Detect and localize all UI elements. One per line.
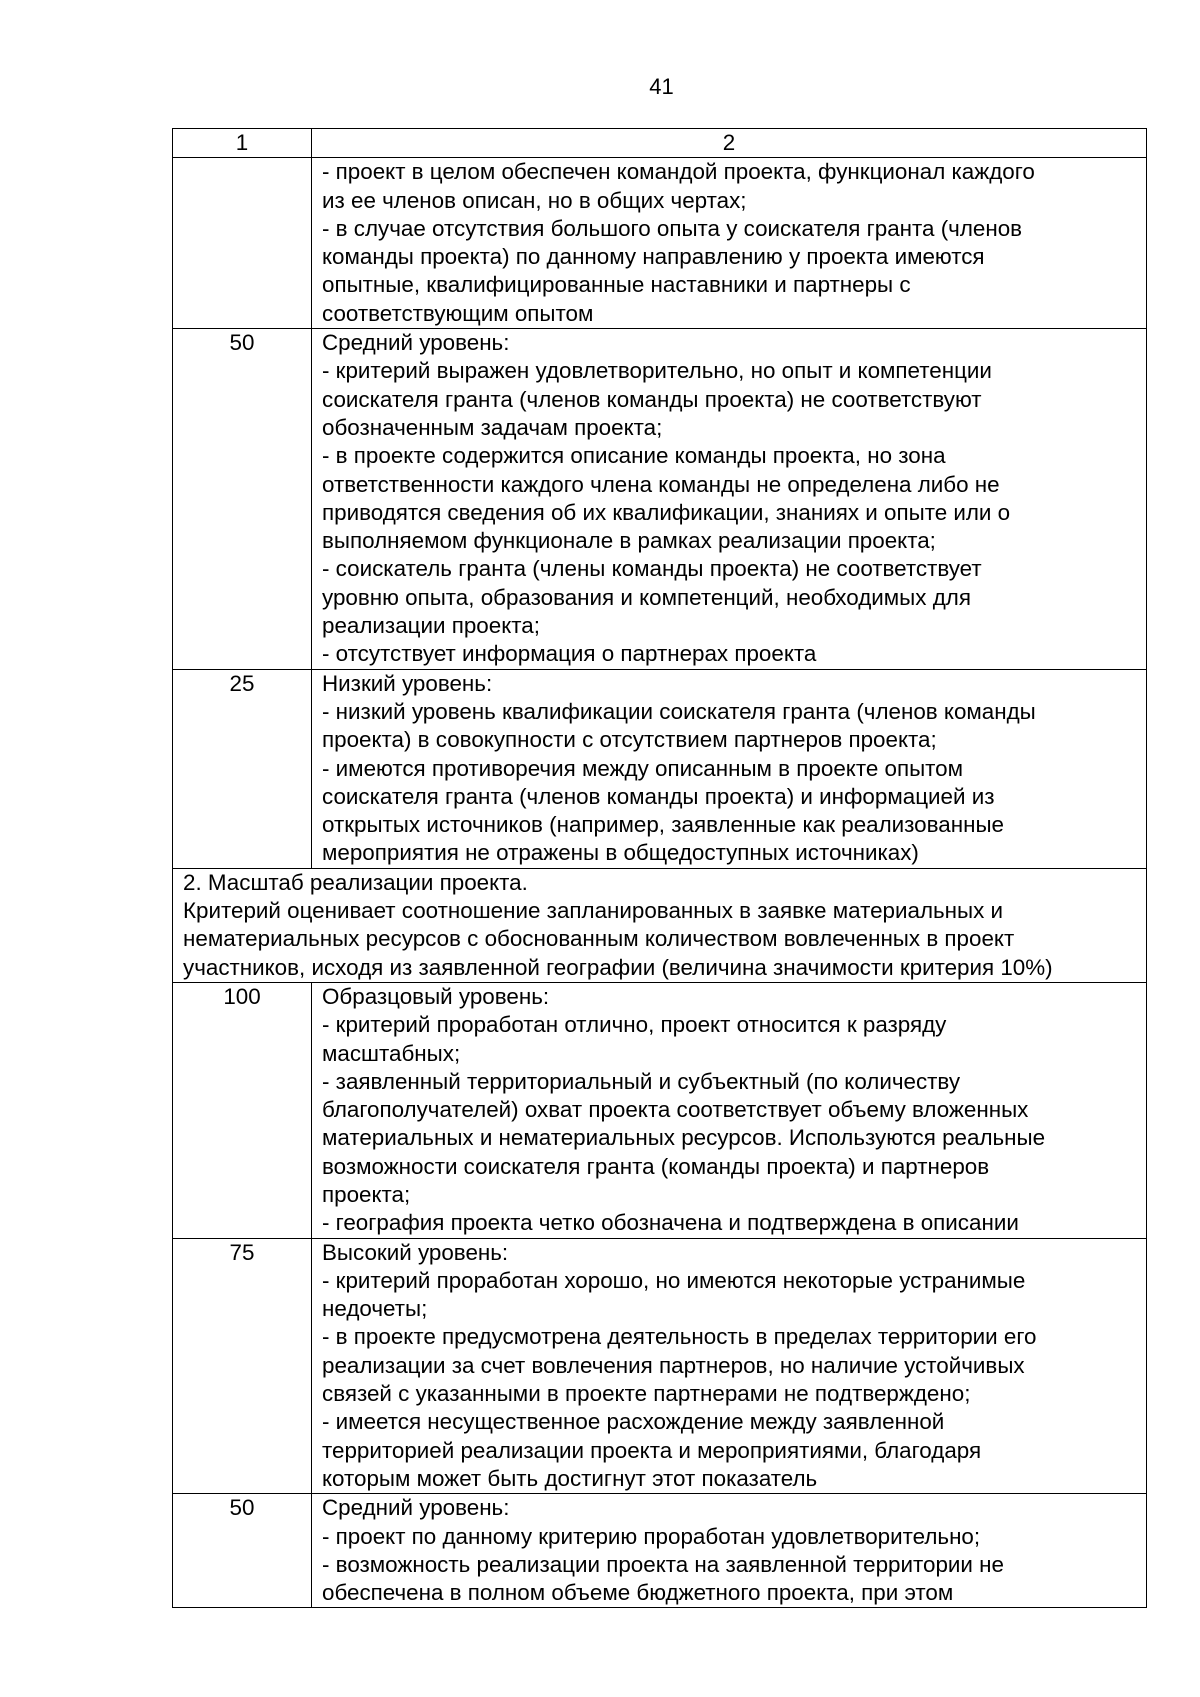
description-line: соискателя гранта (членов команды проекта) не соответствуют (322, 386, 982, 412)
description-line: Средний уровень: (322, 330, 510, 356)
table-row (173, 1494, 1147, 1608)
description-line: возможности соискателя гранта (команды проекта) и партнеров (322, 1153, 990, 1179)
header-col-2: 2 (312, 129, 1147, 158)
description-line: Низкий уровень: (322, 670, 493, 696)
description-line: - география проекта четко обозначена и подтверждена в описании (322, 1210, 1019, 1236)
description-line: - в случае отсутствия большого опыта у соискателя гранта (членов (322, 215, 1023, 241)
table-header-row (173, 129, 1147, 158)
description-line: опытные, квалифицированные наставники и партнеры с (322, 272, 911, 298)
description-line: - критерий выражен удовлетворительно, но опыт и компетенции (322, 358, 992, 384)
table-row (173, 1238, 1147, 1494)
description-line: открытых источников (например, заявленные как реализованные (322, 812, 1005, 838)
score-cell: 75 (173, 1238, 312, 1494)
description-line: - соискатель гранта (члены команды проекта) не соответствует (322, 556, 982, 582)
description-line: - критерий проработан хорошо, но имеются некоторые устранимые (322, 1267, 1026, 1293)
description-line: материальных и нематериальных ресурсов. Используются реальные (322, 1125, 1046, 1151)
description-line: Высокий уровень: (322, 1239, 509, 1265)
table-row (173, 669, 1147, 868)
description-line: - имеется несущественное расхождение между заявленной (322, 1409, 945, 1435)
description-line: приводятся сведения об их квалификации, знаниях и опыте или о (322, 499, 1011, 525)
description-line: - заявленный территориальный и субъектный (по количеству (322, 1068, 961, 1094)
description-line: соискателя гранта (членов команды проекта) и информацией из (322, 783, 995, 809)
description-line: реализации за счет вовлечения партнеров, но наличие устойчивых (322, 1352, 1025, 1378)
description-line: команды проекта) по данному направлению у проекта имеются (322, 244, 985, 270)
description-line: - критерий проработан отлично, проект относится к разряду (322, 1012, 947, 1038)
description-line: проекта) в совокупности с отсутствием партнеров проекта; (322, 727, 937, 753)
score-cell: 50 (173, 329, 312, 670)
description-line: - проект по данному критерию проработан удовлетворительно; (322, 1523, 981, 1549)
description-line: недочеты; (322, 1296, 428, 1322)
description-line: которым может быть достигнут этот показатель (322, 1465, 818, 1491)
description-line: благополучателей) охват проекта соответствует объему вложенных (322, 1097, 1029, 1123)
description-line: - в проекте предусмотрена деятельность в пределах территории его (322, 1324, 1037, 1350)
section-text-line: 2. Масштаб реализации проекта. (183, 869, 528, 895)
description-cell (312, 669, 1147, 868)
description-line: территорией реализации проекта и мероприятиями, благодаря (322, 1437, 982, 1463)
table-row (173, 329, 1147, 670)
table-row (173, 982, 1147, 1238)
description-line: Средний уровень: (322, 1495, 510, 1521)
table-row (173, 158, 1147, 329)
section-header-row (173, 868, 1147, 982)
description-cell (312, 982, 1147, 1238)
description-line: соответствующим опытом (322, 300, 594, 326)
description-line: - в проекте содержится описание команды проекта, но зона (322, 443, 946, 469)
description-cell (312, 329, 1147, 670)
description-line: выполняемом функционале в рамках реализации проекта; (322, 528, 936, 554)
score-cell: 50 (173, 1494, 312, 1608)
description-line: связей с указанными в проекте партнерами не подтверждено; (322, 1381, 971, 1407)
description-line: - проект в целом обеспечен командой проекта, функционал каждого (322, 159, 1035, 185)
description-line: уровню опыта, образования и компетенций, необходимых для (322, 584, 971, 610)
description-line: мероприятия не отражены в общедоступных источниках) (322, 840, 919, 866)
description-line: проекта; (322, 1181, 411, 1207)
page-number: 41 (649, 74, 674, 99)
description-line: масштабных; (322, 1040, 461, 1066)
description-line: реализации проекта; (322, 613, 540, 639)
description-line: - низкий уровень квалификации соискателя гранта (членов команды (322, 698, 1036, 724)
description-cell (312, 1238, 1147, 1494)
score-cell: 25 (173, 669, 312, 868)
description-line: - имеются противоречия между описанным в проекте опытом (322, 755, 964, 781)
description-cell (312, 158, 1147, 329)
score-cell: 100 (173, 982, 312, 1238)
description-cell (312, 1494, 1147, 1608)
description-line: из ее членов описан, но в общих чертах; (322, 187, 747, 213)
description-line: ответственности каждого члена команды не определена либо не (322, 471, 1000, 497)
section-title-cell (173, 868, 1147, 982)
score-cell (173, 158, 312, 329)
section-text-line: нематериальных ресурсов с обоснованным количеством вовлеченных в проект (183, 926, 1015, 952)
section-text-line: участников, исходя из заявленной географии (величина значимости критерия 10%) (183, 954, 1053, 980)
description-line: - возможность реализации проекта на заявленной территории не (322, 1551, 1004, 1577)
section-text-line: Критерий оценивает соотношение запланированных в заявке материальных и (183, 898, 1004, 924)
description-line: - отсутствует информация о партнерах проекта (322, 641, 817, 667)
description-line: обозначенным задачам проекта; (322, 414, 663, 440)
description-line: обеспечена в полном объеме бюджетного проекта, при этом (322, 1580, 954, 1606)
header-col-1: 1 (173, 129, 312, 158)
description-line: Образцовый уровень: (322, 983, 550, 1009)
criteria-table (172, 128, 1147, 1608)
